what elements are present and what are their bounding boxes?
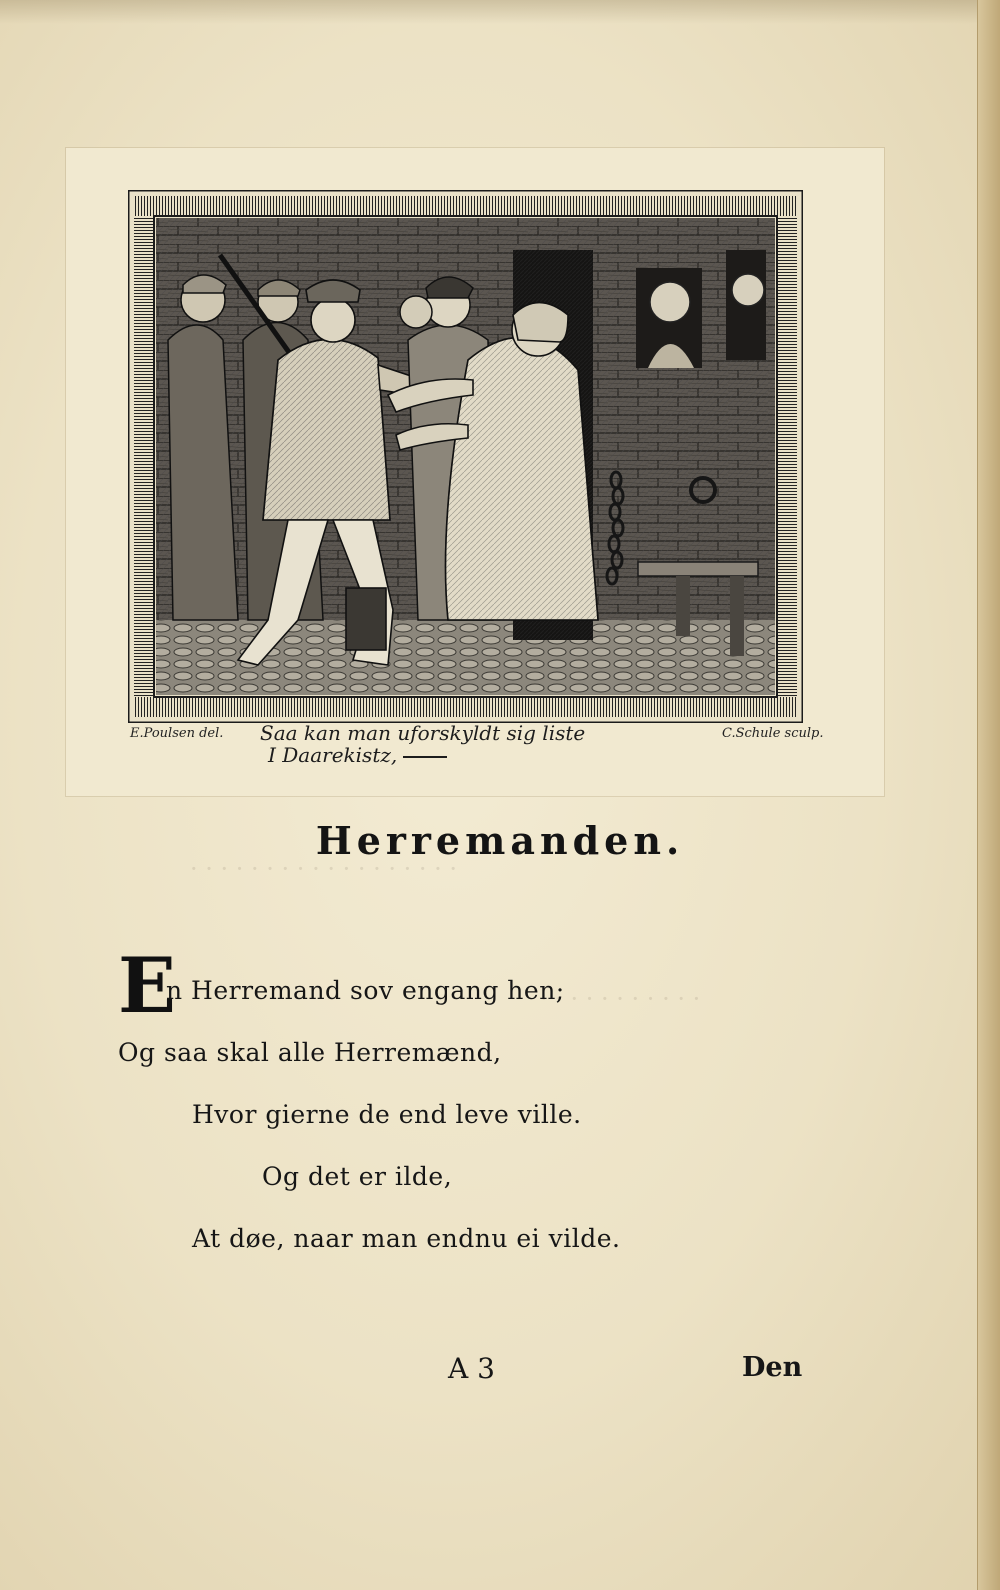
plate-credit-engraver: C.Schule sculp.	[722, 726, 824, 741]
engraving-illustration	[128, 190, 803, 723]
verse-line-1: n Herremand sov engang hen;	[166, 976, 565, 1005]
verse-line-3: Hvor gierne de end leve ville.	[192, 1100, 582, 1129]
caption-line-2-wrap	[268, 744, 700, 766]
catchword: Den	[742, 1352, 803, 1383]
verse-line-2: Og saa skal alle Herremænd,	[118, 1038, 502, 1067]
top-shadow	[0, 0, 1000, 24]
drop-capital: E	[118, 941, 176, 1030]
caption-dash	[403, 756, 447, 758]
show-through: · · · · · · · · · · ·	[540, 985, 701, 1013]
plate-credit-draftsman: E.Poulsen del.	[130, 726, 224, 741]
show-through: · · · · · · · · · · · · · · · · · ·	[190, 855, 458, 883]
signature-mark: A 3	[448, 1352, 495, 1385]
verse-line-5: At døe, naar man endnu ei vilde.	[192, 1224, 621, 1253]
plate-caption	[260, 722, 700, 766]
page-edge	[977, 0, 1000, 1590]
caption-line-1: Saa kan man uforskyldt sig liste	[260, 721, 586, 745]
verse-line-4: Og det er ilde,	[262, 1162, 453, 1191]
caption-line-2: I Daarekistz,	[268, 743, 398, 767]
page-title: Herremanden.	[315, 818, 685, 863]
